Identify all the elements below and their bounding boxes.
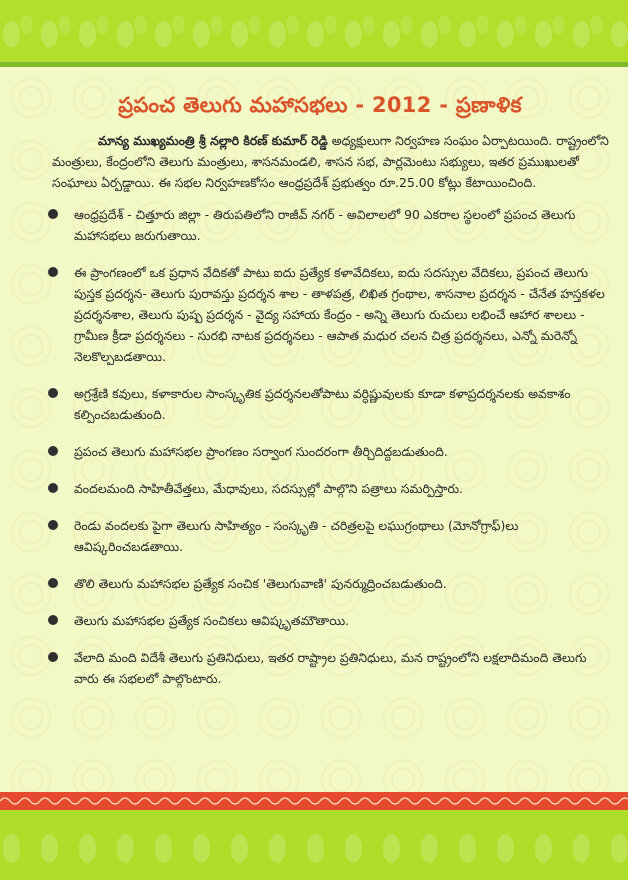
list-item [52,383,612,425]
bullet-icon [48,615,58,625]
intro-text: అధ్యక్షులుగా నిర్వహణ సంఘం ఏర్పాటయింది. రాష్ట్రంలోని మంత్రులు, కేంద్రంలోని తెలుగు మంత్రులు, శాసనమండలి, శాసన సభ, పార్లమెంటు సభ్యులు, ఇతర ప్రముఖులతో సంఘాలు ఏర్పడ్డాయి. ఈ సభల నిర్వహణకోసం ఆంధ్రప్రదేశ్ ప్రభుత్వం రూ.25.00 కోట్లు కేటాయించింది. [52,133,609,190]
list-item [52,204,612,246]
bullet-icon [48,520,58,530]
document-body [52,130,612,705]
list-item-text: అగ్రశ్రేణి కవులు, కళాకారుల సాంస్కృతిక ప్రదర్శనలతోపాటు వర్ధిష్ణువులకు కూడా కళాప్రదర్శనలకు అవకాశం కల్పించబడుతుంది. [74,386,571,422]
bullet-icon [48,446,58,456]
bullet-icon [48,652,58,662]
list-item [52,478,612,499]
page-title: ప్రపంచ తెలుగు మహాసభలు - 2012 - ప్రణాళిక [118,93,522,117]
bottom-decorative-band [0,810,628,880]
list-item [52,610,612,631]
list-item-text: వేలాది మంది విదేశీ తెలుగు ప్రతినిధులు, ఇతర రాష్ట్రాల ప్రతినిధులు, మన రాష్ట్రంలోని లక్షలాదిమంది తెలుగు వారు ఈ సభలలో పాల్గొంటారు. [74,650,587,686]
intro-paragraph [52,130,612,193]
list-item-text: తెలుగు మహాసభల ప్రత్యేక సంచికలు ఆవిష్కృతమౌతాయి. [74,613,350,628]
list-item-text: రెండు వందలకు పైగా తెలుగు సాహిత్యం - సంస్కృతి - చరిత్రలపై లఘుగ్రంథాలు (మోనోగ్రాఫ్)లు ఆవిష్కరించబడతాయి. [74,518,519,554]
wave-pattern-icon [0,795,628,807]
top-decorative-band [0,0,628,67]
list-item-text: ఆంధ్రప్రదేశ్ - చిత్తూరు జిల్లా - తిరుపతిలోని రాజీవ్ నగర్ - అవిలాలలో 90 ఎకరాల స్థలంలో ప్రపంచ తెలుగు మహాసభలు జరుగుతాయి. [74,207,576,243]
list-item-text: వందలమంది సాహితీవేత్తలు, మేధావులు, సదస్సుల్లో పాల్గొని పత్రాలు సమర్పిస్తారు. [74,481,464,496]
bullet-icon [48,483,58,493]
intro-bold-text: మాన్య ముఖ్యమంత్రి శ్రీ నల్లారి కిరణ్ కుమార్ రెడ్డి [98,133,328,148]
bullet-list [52,204,612,689]
list-item [52,441,612,462]
list-item-text: ఈ ప్రాంగణంలో ఒక ప్రధాన వేదికతో పాటు ఐదు ప్రత్యేక కళావేదికలు, ఐదు సదస్సుల వేదికలు, ప్రపంచ తెలుగు పుస్తక ప్రదర్శన- తెలుగు పురావస్తు ప్రదర్శన శాల - తాళపత్ర, లిఖిత గ్రంథాల, శాసనాల ప్రదర్శన - చేనేత హస్తకళల ప్రదర్శనశాల, తెలుగు పుష్ప ప్రదర్శన - వైద్య సహాయ కేంద్రం - అన్ని తెలుగు రుచులు లభించే ఆహార శాలలు - గ్రామీణ క్రీడా ప్రదర్శనలు - సురభి నాటక ప్రదర్శనలు - ఆపాత మధుర చలన చిత్ర ప్రదర్శనలు, ఎన్నో మరెన్నో నెలకొల్పబడతాయి. [74,265,605,364]
bullet-icon [48,267,58,277]
bullet-icon [48,388,58,398]
list-item [52,515,612,557]
red-wave-border [0,792,628,810]
list-item [52,262,612,367]
bullet-icon [48,209,58,219]
list-item [52,647,612,689]
list-item [52,573,612,594]
bullet-icon [48,578,58,588]
list-item-text: తొలి తెలుగు మహాసభల ప్రత్యేక సంచిక 'తెలుగువాణి' పునర్ముద్రించబడుతుంది. [74,576,447,591]
list-item-text: ప్రపంచ తెలుగు మహాసభల ప్రాంగణం సర్వాంగ సుందరంగా తీర్చిదిద్దబడుతుంది. [74,444,448,459]
